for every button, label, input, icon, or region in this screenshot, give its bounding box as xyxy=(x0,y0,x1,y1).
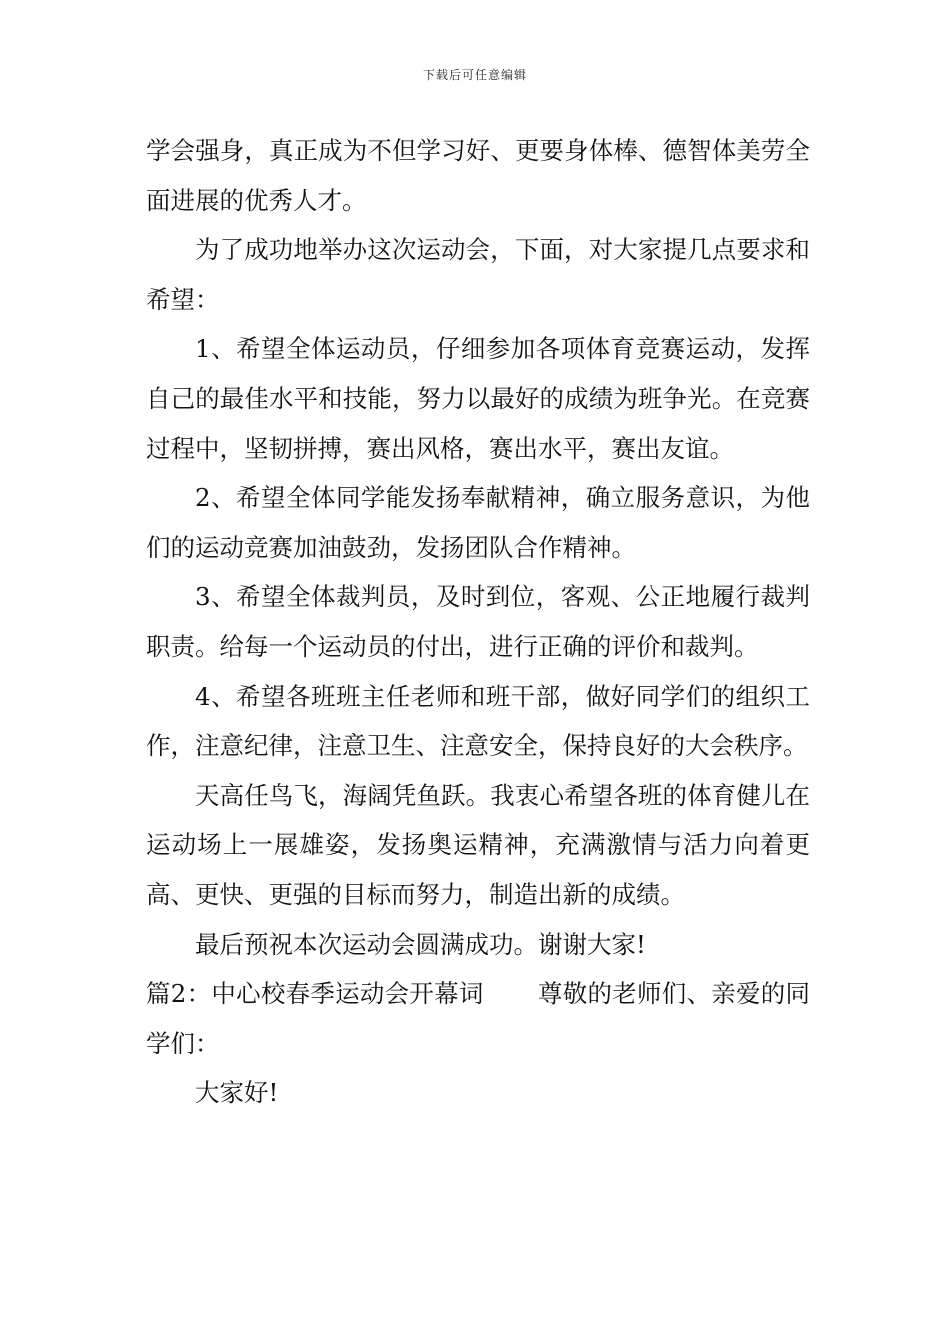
paragraph-4: 2、希望全体同学能发扬奉献精神，确立服务意识，为他们的运动竞赛加油鼓劲，发扬团队合作精神。 xyxy=(146,483,810,562)
paragraph-1: 学会强身，真正成为不但学习好、更要身体棒、德智体美劳全面进展的优秀人才。 xyxy=(146,136,810,215)
header-note: 下载后可任意编辑 xyxy=(422,68,527,82)
paragraph-7: 天高任鸟飞，海阔凭鱼跃。我衷心希望各班的体育健儿在运动场上一展雄姿，发扬奥运精神，充满激情与活力向着更高、更快、更强的目标而努力，制造出新的成绩。 xyxy=(146,780,810,909)
document-body xyxy=(146,126,810,1118)
section-2-salutation: 尊敬的老师们、亲爱的同学们： xyxy=(146,979,811,1058)
paragraph-6: 4、希望各班班主任老师和班干部，做好同学们的组织工作，注意纪律，注意卫生、注意安全，保持良好的大会秩序。 xyxy=(146,681,810,761)
section-2-heading xyxy=(146,969,810,1068)
paragraph-5: 3、希望全体裁判员，及时到位，客观、公正地履行裁判职责。给每一个运动员的付出，进行正确的评价和裁判。 xyxy=(146,582,810,661)
section-2-title: 篇2：中心校春季运动会开幕词 xyxy=(146,979,484,1009)
paragraph-2: 为了成功地举办这次运动会，下面，对大家提几点要求和希望： xyxy=(146,235,810,314)
section-2-greeting: 大家好! xyxy=(195,1078,279,1108)
paragraph-3: 1、希望全体运动员，仔细参加各项体育竞赛运动，发挥自己的最佳水平和技能，努力以最好的成绩为班争光。在竞赛过程中，坚韧拼搏，赛出风格，赛出水平，赛出友谊。 xyxy=(146,334,810,463)
paragraph-8: 最后预祝本次运动会圆满成功。谢谢大家! xyxy=(195,929,646,959)
